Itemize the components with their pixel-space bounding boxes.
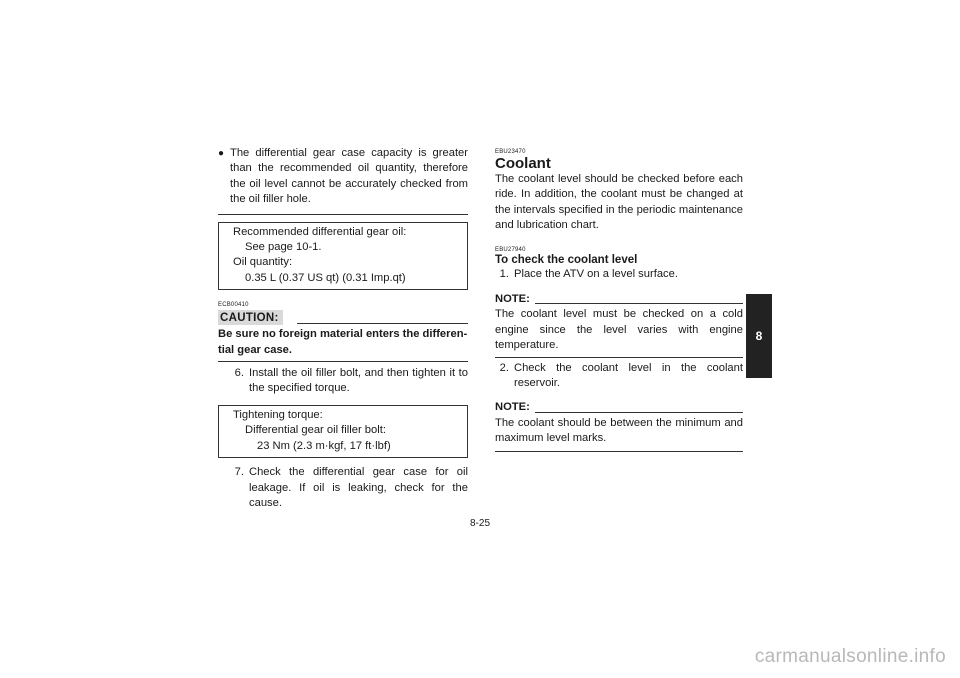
- intro-text: The coolant level should be checked before each ride. In addition, the coolant must be changed at the intervals specified in the periodic maintenance and lubrication chart.: [495, 173, 743, 232]
- spec-line: 0.35 L (0.37 US qt) (0.31 Imp.qt): [245, 271, 406, 284]
- torque-line: Differential gear oil filler bolt:: [245, 424, 386, 437]
- torque-box: [218, 405, 468, 458]
- note-header: [495, 292, 743, 307]
- subsection-heading: To check the coolant level: [495, 253, 638, 266]
- divider: [218, 214, 468, 215]
- divider: [218, 361, 468, 362]
- bullet-item: [218, 146, 468, 208]
- watermark: carmanualsonline.info: [754, 646, 946, 667]
- spec-box: [218, 222, 468, 291]
- note-text: The coolant should be between the minimum and maximum level marks.: [495, 416, 743, 445]
- torque-line: 23 Nm (2.3 m·kgf, 17 ft·lbf): [257, 439, 391, 452]
- chapter-tab: 8: [746, 294, 772, 378]
- step-2: [495, 361, 743, 392]
- note-rule: [535, 412, 743, 413]
- caution-text: [218, 327, 468, 358]
- spec-line: See page 10-1.: [245, 241, 322, 254]
- divider: [495, 451, 743, 452]
- step-text: Check the coolant level in the coolant reservoir.: [514, 361, 743, 390]
- note-label: NOTE:: [495, 401, 530, 414]
- step-number: 7.: [234, 466, 244, 479]
- bullet-text: The differential gear case capacity is greater than the recommended oil quantity, therefore the oil level cannot be accurately checked from the oil filler hole.: [230, 147, 468, 206]
- spec-line: Oil quantity:: [233, 256, 293, 269]
- step-number: 6.: [234, 367, 244, 380]
- step-6: [218, 366, 468, 397]
- note-text: The coolant level must be checked on a cold engine since the level varies with engine temperature.: [495, 308, 743, 352]
- left-column: [218, 146, 468, 511]
- subsection-code: EBU27940: [495, 246, 526, 253]
- caution-header: [218, 310, 468, 325]
- note-header: [495, 400, 743, 415]
- step-number: 1.: [499, 267, 509, 280]
- right-column: [495, 146, 743, 452]
- step-number: 2.: [499, 361, 509, 374]
- step-text: Install the oil filler bolt, and then tighten it to the specified torque.: [249, 367, 468, 395]
- caution-rule: [297, 323, 468, 324]
- section-heading: Coolant: [495, 155, 551, 172]
- caution-text-line: Be sure no foreign material enters the differen-: [218, 328, 468, 341]
- bullet-dot-icon: ●: [218, 148, 225, 159]
- spec-line: Recommended differential gear oil:: [233, 225, 407, 238]
- section-code: EBU23470: [495, 149, 526, 155]
- torque-line: Tightening torque:: [233, 408, 323, 421]
- step-1: [495, 267, 743, 282]
- divider: [495, 357, 743, 358]
- step-text: Place the ATV on a level surface.: [514, 267, 678, 280]
- step-text: Check the differential gear case for oil leakage. If oil is leaking, check for the cause.: [249, 466, 468, 509]
- page-number: 8-25: [469, 518, 490, 529]
- note-rule: [535, 303, 743, 304]
- caution-code: ECB00410: [218, 302, 249, 309]
- step-7: [218, 465, 468, 511]
- caution-text-line: tial gear case.: [218, 343, 293, 356]
- caution-label: CAUTION:: [218, 310, 283, 325]
- note-label: NOTE:: [495, 293, 530, 306]
